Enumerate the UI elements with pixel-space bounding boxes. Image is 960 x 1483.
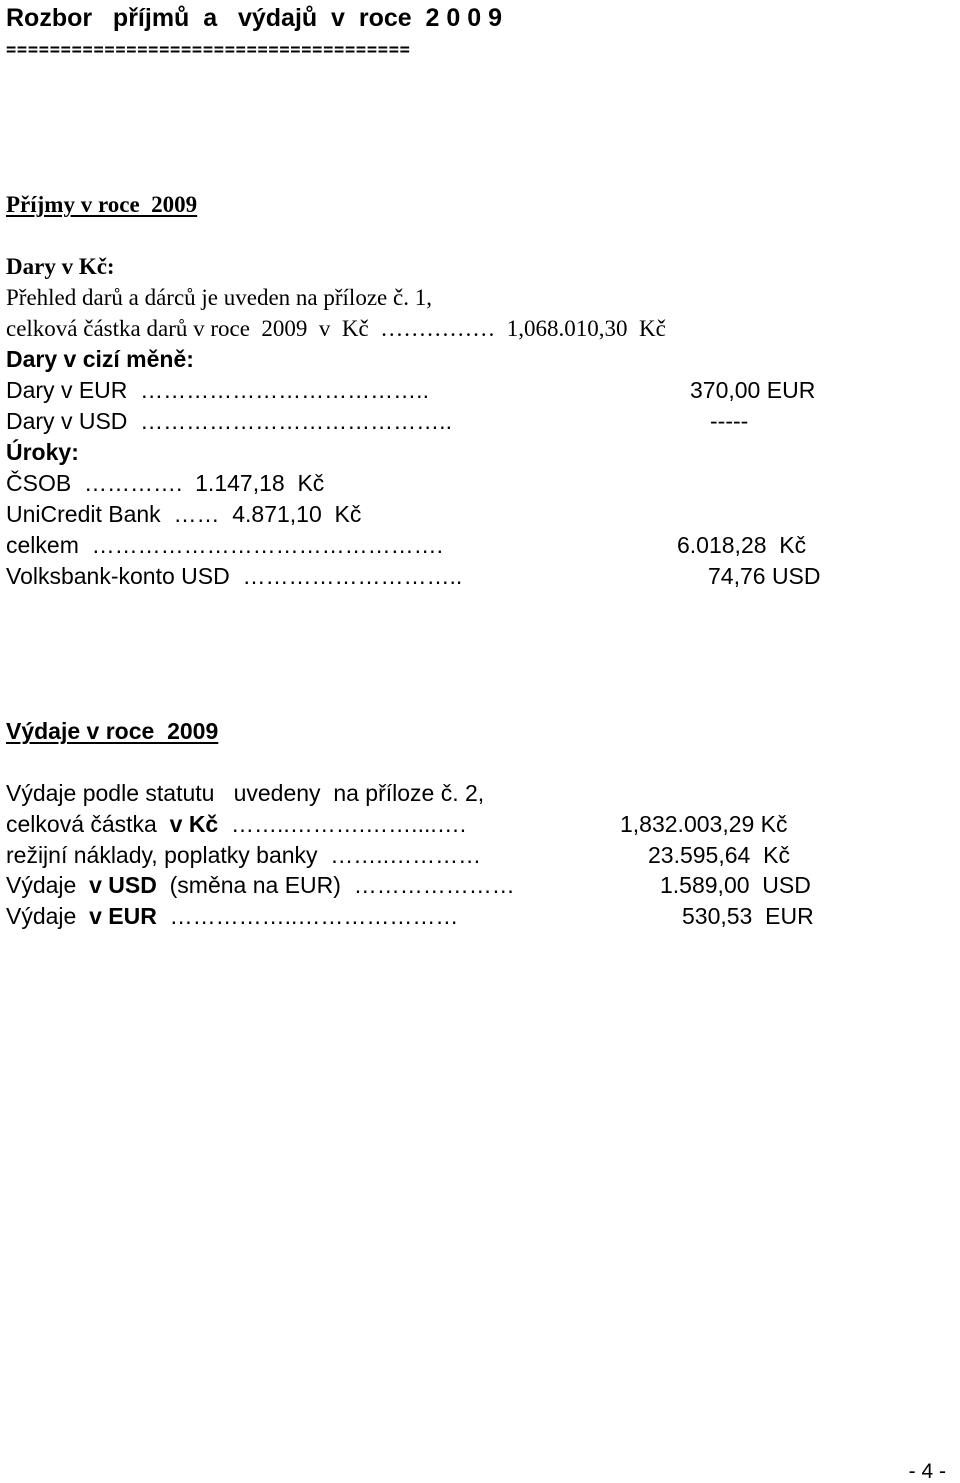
volksbank-value: 74,76 USD — [708, 563, 821, 589]
donors-note: Přehled darů a dárců je uveden na příloze č. 1, — [6, 285, 432, 310]
usd-expenses-value: 1.589,00 USD — [660, 872, 811, 898]
foreign-donations-heading: Dary v cizí měně: — [6, 346, 194, 372]
expenses-total-label: celková částka v Kč ……..……….……....…. — [6, 811, 467, 837]
interest-heading: Úroky: — [6, 439, 79, 465]
eur-donations-value: 370,00 EUR — [690, 377, 816, 403]
overhead-value: 23.595,64 Kč — [648, 842, 790, 868]
interest-total-label: celkem ………………………………………. — [6, 532, 444, 558]
eur-expenses-label: Výdaje v EUR ……………..………………… — [6, 903, 459, 929]
usd-donations-value: ----- — [710, 408, 749, 434]
expenses-note: Výdaje podle statutu uvedeny na příloze č. 2, — [6, 780, 485, 806]
czk-donations-heading: Dary v Kč: — [6, 254, 115, 279]
expenses-heading: Výdaje v roce 2009 — [6, 718, 219, 744]
eur-expenses-value: 530,53 EUR — [682, 903, 814, 929]
page-number: - 4 - — [908, 1460, 946, 1483]
eur-donations-label: Dary v EUR ……………………………….. — [6, 377, 429, 403]
usd-donations-label: Dary v USD ………………………………….. — [6, 408, 452, 434]
usd-expenses-label: Výdaje v USD (směna na EUR) ………………… — [6, 872, 515, 898]
volksbank-label: Volksbank-konto USD ……………………….. — [6, 563, 463, 589]
title-rule: ===================================== — [6, 40, 411, 60]
expenses-total-value: 1,832.003,29 Kč — [620, 811, 788, 837]
income-heading: Příjmy v roce 2009 — [6, 192, 198, 217]
overhead-label: režijní náklady, poplatky banky ……..………… — [6, 842, 482, 868]
page-title: Rozbor příjmů a výdajů v roce 2 0 0 9 — [6, 4, 502, 32]
unicredit-interest: UniCredit Bank …… 4.871,10 Kč — [6, 501, 362, 527]
interest-total-value: 6.018,28 Kč — [677, 532, 807, 558]
csob-interest: ČSOB …………. 1.147,18 Kč — [6, 470, 325, 496]
donations-total-line: celková částka darů v roce 2009 v Kč …………… 1,068.010,30 Kč — [6, 316, 666, 341]
